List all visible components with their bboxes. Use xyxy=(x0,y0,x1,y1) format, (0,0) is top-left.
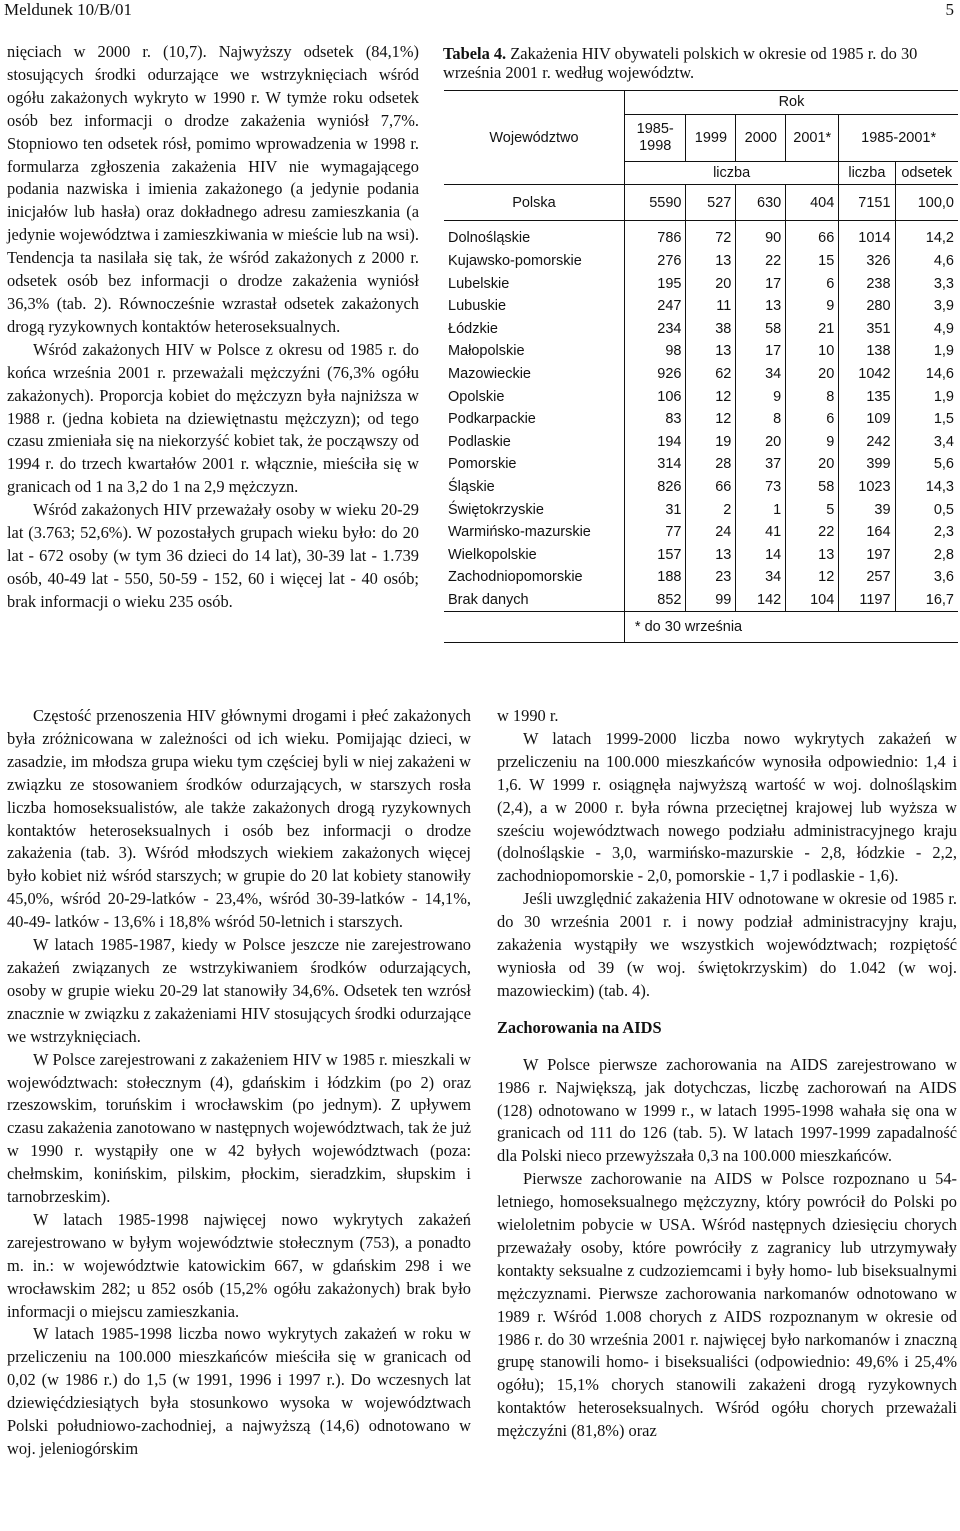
table-cell: 34 xyxy=(736,363,786,386)
table-cell: 13 xyxy=(786,544,839,567)
table-row xyxy=(444,476,958,499)
table-cell: 22 xyxy=(736,250,786,273)
table-cell: 4,6 xyxy=(895,250,958,273)
table-caption-label: Tabela 4. xyxy=(443,44,507,63)
row-name: Świętokrzyskie xyxy=(448,501,544,518)
row-name: Małopolskie xyxy=(448,343,525,360)
table-cell: 404 xyxy=(786,185,839,221)
row-name: Warmińsko-mazurskie xyxy=(448,524,591,541)
table-cell: 157 xyxy=(624,544,686,567)
table-cell: 399 xyxy=(839,453,895,476)
table-cell: 351 xyxy=(839,318,895,341)
table-cell: 9 xyxy=(786,431,839,454)
table-cell: 12 xyxy=(786,566,839,589)
table-cell: 14,2 xyxy=(895,221,958,250)
table-cell: 8 xyxy=(736,408,786,431)
table-cell: 3,4 xyxy=(895,431,958,454)
header-wojewodztwo: Województwo xyxy=(444,91,624,185)
paragraph: W latach 1985-1998 najwięcej nowo wykrytych zakażeń zarejestrowano w byłym województwie stołecznym (753), a ponadto m. in.: w województwie katowickim 667, w gdańskim 298 i we wrocławskim 282; u 852 osób (15,2% ogółu zakażonych) brak było informacji o miejscu zamieszkania. xyxy=(7,1209,471,1321)
table-cell: 5 xyxy=(786,498,839,521)
table-cell: 66 xyxy=(686,476,736,499)
table-row xyxy=(444,295,958,318)
table-caption xyxy=(443,44,958,82)
table-cell: 12 xyxy=(686,385,736,408)
table-cell: 34 xyxy=(736,566,786,589)
table-cell: 9 xyxy=(786,295,839,318)
table-cell: 72 xyxy=(686,221,736,250)
table-row xyxy=(444,431,958,454)
table-cell: 14,6 xyxy=(895,363,958,386)
table-cell: 0,5 xyxy=(895,498,958,521)
table-cell: 109 xyxy=(839,408,895,431)
section-heading: Zachorowania na AIDS xyxy=(497,1017,662,1037)
table-cell: 13 xyxy=(686,544,736,567)
table-cell: 135 xyxy=(839,385,895,408)
row-name: Śląskie xyxy=(448,479,495,496)
table-row xyxy=(444,340,958,363)
table-cell: 41 xyxy=(736,521,786,544)
table-cell: 238 xyxy=(839,272,895,295)
paragraph: W latach 1999-2000 liczba nowo wykrytych zakażeń w przeliczeniu na 100.000 mieszkańców wynosiła odpowiednio: 1,4 i 1,6. W 1999 r. osiągnęła najwyższą wartość w woj. dolnośląskim (2,4), a w 2000 r. była równa przeciętnej krajowej lub wyższa w sześciu województwach nowego podziału administracyjnego kraju (dolnośląskie - 3,0, warmińsko-mazurskie - 2,8, łódzkie - 2,2, zachodniopomorskie - 2,0, pomorskie - 1,7 i podlaskie - 1,6). xyxy=(497,728,957,886)
table-row xyxy=(444,498,958,521)
table-cell: 6 xyxy=(786,408,839,431)
table-cell: 13 xyxy=(686,250,736,273)
table-cell: 9 xyxy=(736,385,786,408)
table-cell: 15 xyxy=(786,250,839,273)
paragraph: Wśród zakażonych HIV przeważały osoby w wieku 20-29 lat (3.763; 52,6%). W pozostałych grupach wieku było: do 20 lat - 672 osoby (w tym 36 dzieci do 14 lat), 30-39 lat - 1.739 osób, 40-49 lat - 550, 50-59 - 152, 60 i więcej lat - 40 osób; brak informacji o wieku 235 osób. xyxy=(7,500,419,611)
table-row xyxy=(444,318,958,341)
table-cell: 23 xyxy=(686,566,736,589)
row-name: Dolnośląskie xyxy=(448,230,531,247)
table-row xyxy=(444,250,958,273)
row-name: Wielkopolskie xyxy=(448,546,537,563)
page-number: 5 xyxy=(945,0,954,19)
table-cell: 19 xyxy=(686,431,736,454)
header-year: 1985-2001* xyxy=(839,114,958,161)
header-rok: Rok xyxy=(624,91,958,115)
table-row xyxy=(444,453,958,476)
table-cell: 7151 xyxy=(839,185,895,221)
table-cell: 1,9 xyxy=(895,340,958,363)
table-cell: 31 xyxy=(624,498,686,521)
table-cell: 106 xyxy=(624,385,686,408)
table-cell: 5590 xyxy=(624,185,686,221)
paragraph: W latach 1985-1987, kiedy w Polsce jeszcze nie zarejestrowano zakażeń związanych ze wstrzykiwaniem środków odurzających, osoby w grupie wieku 20-29 lat stanowiły 34,6%. Odsetek ten wzrósł znacznie w związku z zakażeniami HIV stosujących środki odurzające we wstrzyknięciach. xyxy=(7,935,471,1046)
table-cell: 20 xyxy=(736,431,786,454)
header-liczba: liczba xyxy=(624,161,838,185)
table-cell: 242 xyxy=(839,431,895,454)
paragraph: W Polsce zarejestrowani z zakażeniem HIV w 1985 r. mieszkali w województwach: stołecznym (4), gdańskim i łódzkim (po 2) oraz rzeszowskim, toruńskim i wrocławskim (po jednym). Z upływem czasu zakażenia zanotowano w następnych województwach, tak że już w 1990 r. wystąpiły one w 42 byłych województwach (poza: chełmskim, konińskim, pilskim, płockim, sieradzkim, słupskim i tarnobrzeskim). xyxy=(7,1049,471,1207)
paragraph: Pierwsze zachorowanie na AIDS w Polsce rozpoznano u 54-letniego, homoseksualnego mężczyzny, który powrócił do Polski po wieloletnim pobycie w USA. Wśród następnych dziesięciu chorych przeważały osoby, które powróciły z zagranicy lub utrzymywały kontakty seksualne z cudzoziemcami i były homo- lub biseksualnymi mężczyznami. Pierwsze zachorowania narkomanów odnotowano w 1989 r. Wśród 1.008 chorych z AIDS rozpoznanym w okresie od 1986 r. do 30 września 2001 r. najwięcej było narkomanów i znaczną grupę stanowili homo- i biseksualiści (odpowiednio: 49,6% i 25,4% ogółu); 15,1% chorych stanowili zakażeni drogą ryzykownych kontaktów heteroseksualnych. Wśród ogółu chorych przeważali mężczyźni (81,8%) oraz xyxy=(497,1169,957,1441)
table-cell: 8 xyxy=(786,385,839,408)
table-cell: 90 xyxy=(736,221,786,250)
paragraph: Częstość przenoszenia HIV głównymi drogami i płeć zakażonych była zróżnicowana w zależności od ich wieku. Pomijając dzieci, w zasadzie, im młodsza grupa wieku tym częściej byli w niej zakażeni w związku ze stosowaniem środków odurzających, w starszych rosła liczba homoseksualistów, ale także zakażonych drogą ryzykownych kontaktów heteroseksualnych i osób bez informacji o drodze zakażenia (tab. 3). Wśród młodszych wiekiem zakażonych więcej było kobiet niż wśród starszych; w grupie do 20 lat kobiety stanowiły 45,0%, wśród 20-29-latków - 23,4%, wśród 30-39-latków - 14,1%, 40-49- latków - 13,6% i 18,8% wśród 50-letnich i starszych. xyxy=(7,706,471,932)
table-cell: 1,9 xyxy=(895,385,958,408)
table-cell: 138 xyxy=(839,340,895,363)
table-caption-text: Zakażenia HIV obywateli polskich w okresie od 1985 r. do 30 września 2001 r. według województw. xyxy=(443,44,918,82)
table-cell: 2,3 xyxy=(895,521,958,544)
table-cell: 3,3 xyxy=(895,272,958,295)
table-cell: 37 xyxy=(736,453,786,476)
header-year: 1999 xyxy=(686,114,736,161)
table-cell: 6 xyxy=(786,272,839,295)
table-cell: 630 xyxy=(736,185,786,221)
table-cell: 276 xyxy=(624,250,686,273)
table-cell: 194 xyxy=(624,431,686,454)
header-odsetek: odsetek xyxy=(895,161,958,185)
table-body xyxy=(444,221,958,612)
paragraph: Wśród zakażonych HIV w Polsce z okresu od 1985 r. do końca września 2001 r. przeważali mężczyźni (76,3% ogółu zakażonych). Proporcja kobiet do mężczyzn była najniższa w 1988 r. (jedna kobieta na dziewiętnastu mężczyzn); od tego czasu zmieniała się na niekorzyść kobiet tak, że począwszy od 1994 r. do trzech kwartałów 2001 r. włącznie, mieściła się w granicach od 1 na 3,2 do 1 na 2,9 mężczyzn. xyxy=(7,339,419,497)
table-cell: 1042 xyxy=(839,363,895,386)
table-cell: 22 xyxy=(786,521,839,544)
left-column-text xyxy=(7,41,419,614)
table-row xyxy=(444,408,958,431)
table-cell: 16,7 xyxy=(895,589,958,612)
table-cell: 38 xyxy=(686,318,736,341)
header-year: 2001* xyxy=(786,114,839,161)
header-liczba: liczba xyxy=(839,161,895,185)
table-cell: 14,3 xyxy=(895,476,958,499)
table-cell: 17 xyxy=(736,272,786,295)
table-row xyxy=(444,521,958,544)
paragraph: w 1990 r. xyxy=(497,706,559,725)
table-row xyxy=(444,566,958,589)
table-cell: 66 xyxy=(786,221,839,250)
row-name: Lubelskie xyxy=(448,275,510,292)
row-name: Zachodniopomorskie xyxy=(448,569,583,586)
table-cell: 197 xyxy=(839,544,895,567)
row-name: Podlaskie xyxy=(448,433,511,450)
table-cell: 527 xyxy=(686,185,736,221)
table-cell: 1 xyxy=(736,498,786,521)
table-cell: 14 xyxy=(736,544,786,567)
table-cell: 58 xyxy=(786,476,839,499)
table-cell: 21 xyxy=(786,318,839,341)
table-cell: 73 xyxy=(736,476,786,499)
right-column-text xyxy=(497,705,957,1443)
table-cell: 20 xyxy=(786,363,839,386)
table-cell: 188 xyxy=(624,566,686,589)
table-cell: 2,8 xyxy=(895,544,958,567)
hiv-by-voivodeship-table xyxy=(444,90,958,643)
table-row xyxy=(444,221,958,250)
header-year: 2000 xyxy=(736,114,786,161)
table-cell: 17 xyxy=(736,340,786,363)
table-cell: 1014 xyxy=(839,221,895,250)
table-cell: 5,6 xyxy=(895,453,958,476)
table-cell: 2 xyxy=(686,498,736,521)
table-cell: 926 xyxy=(624,363,686,386)
table-cell: 13 xyxy=(686,340,736,363)
table-cell: 39 xyxy=(839,498,895,521)
table-cell: 142 xyxy=(736,589,786,612)
table-cell: 28 xyxy=(686,453,736,476)
row-name: Lubuskie xyxy=(448,298,507,315)
table-row xyxy=(444,385,958,408)
table-cell: 20 xyxy=(686,272,736,295)
table-cell: 247 xyxy=(624,295,686,318)
table-cell: 164 xyxy=(839,521,895,544)
table-cell: 13 xyxy=(736,295,786,318)
paragraph: nięciach w 2000 r. (10,7). Najwyższy odsetek (84,1%) stosujących środki odurzające we wstrzyknięciach wśród ogółu zakażonych wykryto w 1990 r. W tymże roku odsetek osób bez informacji o drodze zakażenia wyniósł 7,7%. Stopniowo ten odsetek rósł, pomimo wprowadzenia w 1998 r. formularza zgłoszenia zakażenia HIV nie wymagającego podania nazwiska i imienia zakażonego (a jedynie podania inicjałów lub hasła) oraz dokładnego adresu zamieszkania (a jedynie województwa i zamieszkiwania w mieście lub na wsi). Tendencja ta nasilała się tak, że wśród zakażonych z 2000 r. odsetek osób bez informacji o drodze zakażenia wyniósł 36,3% (tab. 2). Równocześnie wzrastał odsetek zakażonych drogą ryzykownych kontaktów heteroseksualnych. xyxy=(7,42,419,336)
table-cell: 4,9 xyxy=(895,318,958,341)
paragraph: Jeśli uwzględnić zakażenia HIV odnotowane w okresie od 1985 r. do 30 września 2001 r. i nowy podział administracyjny kraju, zakażenia wystąpiły we wszystkich województwach; rozpiętość wyniosła od 39 (w woj. świętokrzyskim) do 1.042 (w woj. mazowieckim) (tab. 4). xyxy=(497,889,957,1000)
table-cell: 77 xyxy=(624,521,686,544)
total-row-name: Polska xyxy=(444,185,624,221)
table-cell: 10 xyxy=(786,340,839,363)
table-cell: 234 xyxy=(624,318,686,341)
table-cell: 20 xyxy=(786,453,839,476)
table-row xyxy=(444,544,958,567)
table-cell: 826 xyxy=(624,476,686,499)
table-cell: 104 xyxy=(786,589,839,612)
table-cell: 280 xyxy=(839,295,895,318)
table-cell: 1197 xyxy=(839,589,895,612)
table-footnote: * do 30 września xyxy=(624,612,958,643)
row-name: Brak danych xyxy=(448,591,529,608)
header-year: 1985- 1998 xyxy=(624,114,686,161)
table-cell: 83 xyxy=(624,408,686,431)
table-cell: 195 xyxy=(624,272,686,295)
table-row xyxy=(444,589,958,612)
row-name: Opolskie xyxy=(448,388,505,405)
table-cell: 62 xyxy=(686,363,736,386)
table-footnote-spacer xyxy=(444,612,624,643)
table-cell: 24 xyxy=(686,521,736,544)
table-cell: 11 xyxy=(686,295,736,318)
row-name: Pomorskie xyxy=(448,456,517,473)
table-cell: 786 xyxy=(624,221,686,250)
table-cell: 3,9 xyxy=(895,295,958,318)
table-cell: 100,0 xyxy=(895,185,958,221)
paragraph: W latach 1985-1998 liczba nowo wykrytych zakażeń w roku w przeliczeniu na 100.000 mieszkańców mieściła się w granicach od 0,02 (w 1986 r.) do 1,5 (w 1991, 1996 i 1997 r.). Do wczesnych lat dziewięćdziesiątych była stosunkowo wysoka w województwach Polski południowo-zachodniej, a najwyższą (14,6) odnotowano w woj. jeleniogórskim xyxy=(7,1324,471,1458)
table-cell: 314 xyxy=(624,453,686,476)
table-cell: 1023 xyxy=(839,476,895,499)
bottom-left-column-text xyxy=(7,705,471,1461)
table-cell: 326 xyxy=(839,250,895,273)
table-cell: 58 xyxy=(736,318,786,341)
table-row xyxy=(444,363,958,386)
table-cell: 852 xyxy=(624,589,686,612)
table-row xyxy=(444,272,958,295)
running-header: Meldunek 10/B/01 xyxy=(4,0,132,19)
table-cell: 98 xyxy=(624,340,686,363)
table-cell: 99 xyxy=(686,589,736,612)
row-name: Podkarpackie xyxy=(448,411,536,428)
table-cell: 257 xyxy=(839,566,895,589)
table-cell: 1,5 xyxy=(895,408,958,431)
row-name: Mazowieckie xyxy=(448,366,531,383)
row-name: Kujawsko-pomorskie xyxy=(448,253,582,270)
table-cell: 12 xyxy=(686,408,736,431)
table-cell: 3,6 xyxy=(895,566,958,589)
paragraph: W Polsce pierwsze zachorowania na AIDS zarejestrowano w 1986 r. Największą, jak dotychczas, liczbę zachorowań na AIDS (128) odnotowano w 1999 r., w latach 1995-1998 wahała się ona w granicach od 111 do 126 (tab. 5). W latach 1997-1999 zapadalność dla Polski nieco przewyższała 0,3 na 100.000 mieszkańców. xyxy=(497,1054,957,1166)
row-name: Łódzkie xyxy=(448,320,498,337)
